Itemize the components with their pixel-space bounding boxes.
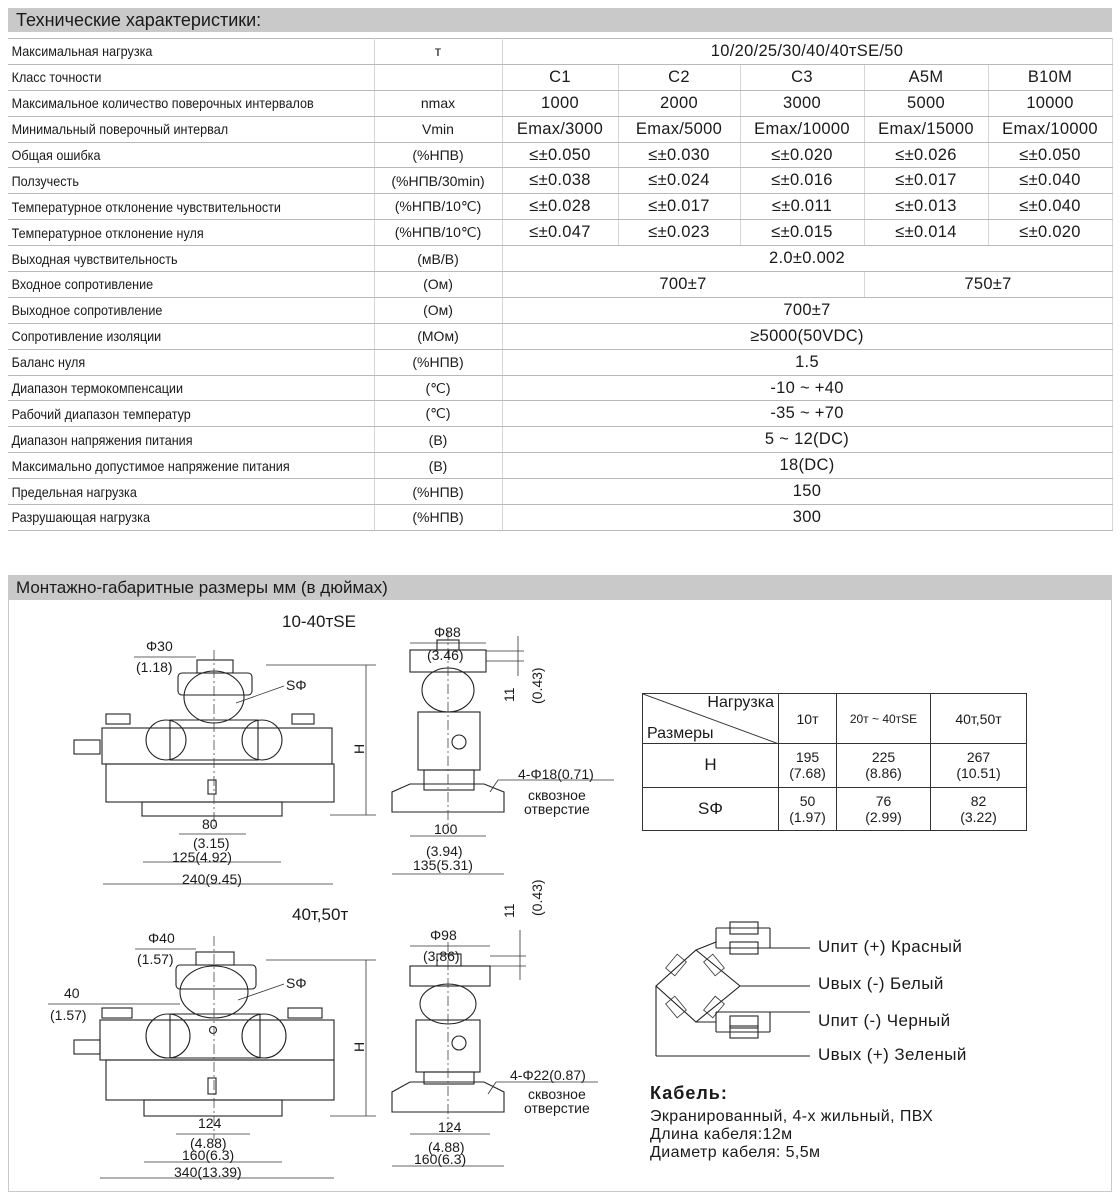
dimensions-header: Монтажно-габаритные размеры мм (в дюймах) (8, 575, 1112, 600)
spec-value: C2 (618, 64, 740, 90)
spec-value: 3000 (740, 90, 864, 116)
cable-length: Длина кабеля:12м (650, 1126, 793, 1143)
load-table-corner-top: Нагрузка (707, 694, 774, 711)
load-cell: 82 (3.22) (931, 787, 1027, 831)
bottom-side-d11: 11 (501, 903, 517, 918)
spec-value: ≤±0.040 (988, 168, 1112, 194)
bottom-side-hole-note1: сквозное (528, 1086, 586, 1102)
spec-value: ≤±0.038 (502, 168, 618, 194)
bottom-model-label: 40т,50т (292, 905, 349, 924)
cable-type: Экранированный, 4-х жильный, ПВХ (650, 1108, 934, 1125)
bottom-front-phi-in: (1.57) (137, 951, 174, 967)
spec-value: C3 (740, 64, 864, 90)
cable-diameter: Диаметр кабеля: 5,5м (650, 1144, 821, 1161)
spec-value: 2.0±0.002 (502, 246, 1112, 272)
spec-value: 5000 (864, 90, 988, 116)
spec-value: ≤±0.014 (864, 220, 988, 246)
top-side-phi: Φ88 (434, 624, 461, 640)
spec-unit: nmax (374, 90, 502, 116)
load-table-corner (643, 694, 779, 744)
top-side-w100: 100 (434, 821, 458, 837)
spec-value: ≤±0.050 (502, 142, 618, 168)
spec-value: 300 (502, 505, 1112, 531)
spec-unit: (%НПВ/10℃) (374, 194, 502, 220)
spec-unit: (В) (374, 427, 502, 453)
top-side-d11: 11 (501, 687, 517, 702)
spec-value: 700±7 (502, 297, 1112, 323)
spec-unit: (℃) (374, 375, 502, 401)
wire-label-output-minus: Uвых (-) Белый (818, 974, 944, 993)
spec-value: ≤±0.013 (864, 194, 988, 220)
wire-label-output-plus: Uвых (+) Зеленый (818, 1045, 967, 1064)
bottom-front-phi: Φ40 (148, 930, 175, 946)
spec-unit: (%НПВ) (374, 142, 502, 168)
spec-unit: (%НПВ) (374, 349, 502, 375)
spec-value: ≤±0.023 (618, 220, 740, 246)
spec-name: Максимальное количество поверочных интервалов (8, 90, 337, 116)
spec-value: ≤±0.020 (988, 220, 1112, 246)
spec-value: Emax/10000 (988, 116, 1112, 142)
load-cell: 195 (7.68) (779, 744, 837, 788)
spec-value: ≤±0.030 (618, 142, 740, 168)
top-front-phi: Φ30 (146, 638, 173, 654)
load-row-label: H (643, 744, 779, 788)
bottom-front-w40: 40 (64, 985, 80, 1001)
load-row-label: SΦ (643, 787, 779, 831)
bottom-side-w160: 160(6.3) (414, 1151, 467, 1167)
spec-unit: (%НПВ/30min) (374, 168, 502, 194)
cable-title: Кабель: (650, 1083, 728, 1103)
spec-value: ≤±0.011 (740, 194, 864, 220)
bottom-front-w40-in: (1.57) (50, 1007, 87, 1023)
bottom-side-w124: 124 (438, 1119, 462, 1135)
wiring-diagram (656, 922, 810, 1056)
spec-value: ≤±0.015 (740, 220, 864, 246)
spec-name: Максимальная нагрузка (8, 39, 337, 65)
load-col-header: 40т,50т (931, 694, 1027, 744)
bottom-side-hole-note2: отверстие (524, 1100, 590, 1116)
spec-value: C1 (502, 64, 618, 90)
spec-value: ≤±0.050 (988, 142, 1112, 168)
spec-unit: (Ом) (374, 272, 502, 298)
spec-unit: (℃) (374, 401, 502, 427)
spec-value: B10M (988, 64, 1112, 90)
spec-value: 18(DC) (502, 453, 1112, 479)
spec-name: Выходная чувствительность (8, 246, 337, 272)
spec-value: 700±7 (502, 272, 864, 298)
spec-value: 750±7 (864, 272, 1112, 298)
spec-value: Emax/15000 (864, 116, 988, 142)
bottom-front-h: H (351, 1041, 367, 1052)
specs-header: Технические характеристики: (8, 8, 1112, 32)
top-side-w100-in: (3.94) (426, 843, 463, 859)
load-cell: 267 (10.51) (931, 744, 1027, 788)
spec-value: 1000 (502, 90, 618, 116)
spec-value: 1.5 (502, 349, 1112, 375)
bottom-front-w124-in: (4.88) (190, 1135, 227, 1151)
spec-unit: Vmin (374, 116, 502, 142)
spec-name: Баланс нуля (8, 349, 337, 375)
top-front-w80-in: (3.15) (193, 835, 230, 851)
spec-value: ≤±0.020 (740, 142, 864, 168)
spec-value: 5 ~ 12(DC) (502, 427, 1112, 453)
wire-label-supply-plus: Uпит (+) Красный (818, 937, 963, 956)
bottom-side-w124-in: (4.88) (428, 1139, 465, 1155)
top-front-view (74, 612, 376, 887)
spec-name: Температурное отклонение чувствительности (8, 194, 337, 220)
load-dimension-table (642, 693, 1027, 831)
spec-name: Класс точности (8, 64, 337, 90)
top-side-hole-note2: отверстие (524, 801, 590, 817)
bottom-front-view (48, 905, 376, 1180)
spec-value: Emax/3000 (502, 116, 618, 142)
spec-unit: (%НПВ) (374, 505, 502, 531)
bottom-side-view (392, 879, 598, 1167)
load-cell: 50 (1.97) (779, 787, 837, 831)
spec-value: Emax/5000 (618, 116, 740, 142)
top-side-w135: 135(5.31) (413, 857, 473, 873)
spec-name: Общая ошибка (8, 142, 337, 168)
bottom-side-phi: Φ98 (430, 927, 457, 943)
spec-name: Диапазон напряжения питания (8, 427, 337, 453)
spec-value: ≤±0.028 (502, 194, 618, 220)
spec-name: Входное сопротивление (8, 272, 337, 298)
spec-name: Температурное отклонение нуля (8, 220, 337, 246)
bottom-front-w124: 124 (198, 1115, 222, 1131)
load-col-header: 10т (779, 694, 837, 744)
top-front-w240: 240(9.45) (182, 871, 242, 887)
bottom-side-holes: 4-Φ22(0.87) (510, 1067, 586, 1083)
bottom-side-phi-in: (3.86) (423, 948, 460, 964)
spec-unit: (МОм) (374, 323, 502, 349)
spec-value: ≤±0.026 (864, 142, 988, 168)
spec-value: Emax/10000 (740, 116, 864, 142)
load-col-header: 20т ~ 40тSE (837, 694, 931, 744)
top-front-h: H (351, 743, 367, 754)
load-cell: 76 (2.99) (837, 787, 931, 831)
top-front-w80: 80 (202, 816, 218, 832)
cable-info (650, 1083, 933, 1162)
spec-value: 10/20/25/30/40/40тSE/50 (502, 39, 1112, 65)
spec-unit: (%НПВ/10℃) (374, 220, 502, 246)
load-cell: 225 (8.86) (837, 744, 931, 788)
spec-name: Максимально допустимое напряжение питания (8, 453, 337, 479)
spec-value: -10 ~ +40 (502, 375, 1112, 401)
spec-name: Сопротивление изоляции (8, 323, 337, 349)
bottom-front-w340: 340(13.39) (174, 1164, 242, 1180)
spec-value: ≤±0.016 (740, 168, 864, 194)
spec-name: Диапазон термокомпенсации (8, 375, 337, 401)
spec-name: Разрушающая нагрузка (8, 505, 337, 531)
top-front-phi-in: (1.18) (136, 659, 173, 675)
spec-value: ≤±0.017 (618, 194, 740, 220)
top-side-view (392, 624, 614, 874)
top-model-label: 10-40тSE (282, 612, 356, 631)
top-side-phi-in: (3.46) (427, 647, 464, 663)
spec-name: Минимальный поверочный интервал (8, 116, 337, 142)
spec-value: 150 (502, 479, 1112, 505)
spec-unit: т (374, 39, 502, 65)
spec-name: Ползучесть (8, 168, 337, 194)
wire-label-supply-minus: Uпит (-) Черный (818, 1011, 951, 1030)
top-side-d11-in: (0.43) (529, 667, 545, 704)
bottom-front-w160: 160(6.3) (182, 1147, 235, 1163)
load-table-corner-bottom: Размеры (647, 725, 714, 742)
spec-unit: (Ом) (374, 297, 502, 323)
top-front-sphi: SΦ (286, 677, 307, 693)
spec-name: Рабочий диапазон температур (8, 401, 337, 427)
spec-value: -35 ~ +70 (502, 401, 1112, 427)
top-side-holes: 4-Φ18(0.71) (518, 766, 594, 782)
spec-value: ≥5000(50VDC) (502, 323, 1112, 349)
spec-value: 2000 (618, 90, 740, 116)
spec-value: ≤±0.017 (864, 168, 988, 194)
spec-unit: (В) (374, 453, 502, 479)
top-side-hole-note1: сквозное (528, 787, 586, 803)
spec-value: ≤±0.024 (618, 168, 740, 194)
spec-value: ≤±0.047 (502, 220, 618, 246)
top-front-w125: 125(4.92) (172, 849, 232, 865)
spec-name: Предельная нагрузка (8, 479, 337, 505)
spec-value: 10000 (988, 90, 1112, 116)
spec-unit: (мВ/В) (374, 246, 502, 272)
bottom-front-sphi: SΦ (286, 975, 307, 991)
spec-name: Выходное сопротивление (8, 297, 337, 323)
spec-value: A5M (864, 64, 988, 90)
spec-value: ≤±0.040 (988, 194, 1112, 220)
spec-unit: (%НПВ) (374, 479, 502, 505)
bottom-side-d11-in: (0.43) (529, 879, 545, 916)
